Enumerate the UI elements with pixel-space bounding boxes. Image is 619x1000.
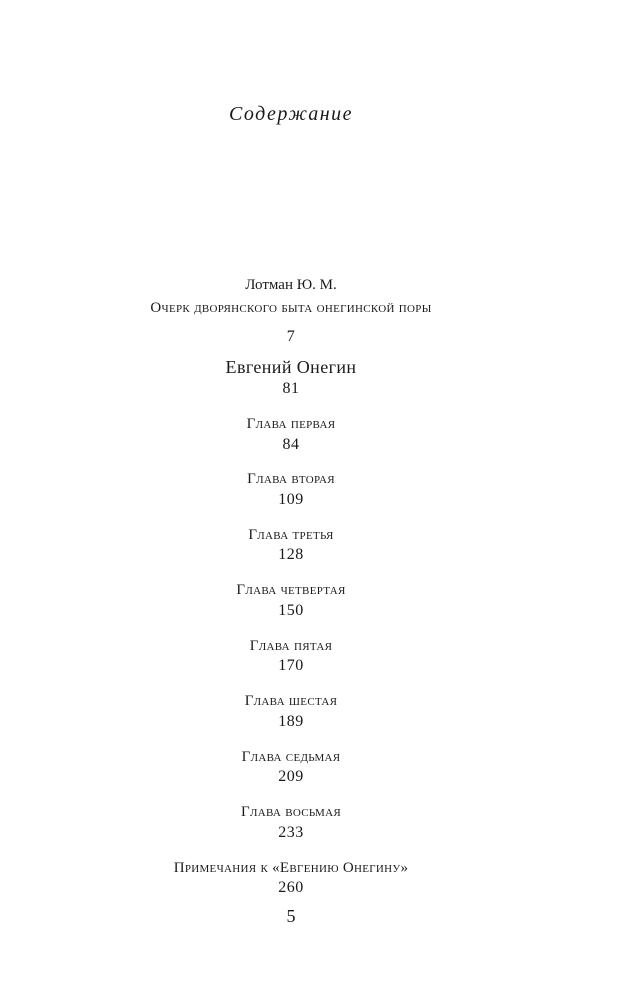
chapter-2-title: Глава вторая [247, 471, 335, 487]
page-number: 5 [286, 906, 296, 926]
chapter-6-title: Глава шестая [244, 693, 338, 709]
novel-title: Евгений Онегин [225, 357, 357, 377]
essay-page-number: 7 [286, 328, 296, 345]
contents-heading: Содержание [228, 103, 354, 125]
essay-title: Очерк дворянского быта онегинской поры [150, 300, 432, 316]
chapter-3-title: Глава третья [248, 527, 334, 543]
novel-page-number: 81 [282, 380, 300, 397]
chapter-7-page: 209 [278, 768, 304, 785]
chapter-3-page: 128 [278, 546, 304, 563]
notes-title: Примечания к «Евгению Онегину» [173, 860, 409, 876]
notes-page-number: 260 [278, 879, 304, 896]
chapter-5-page: 170 [278, 657, 304, 674]
chapter-8-title: Глава восьмая [240, 804, 341, 820]
chapter-1-page: 84 [282, 436, 300, 453]
chapter-8-page: 233 [278, 824, 304, 841]
chapter-4-page: 150 [278, 602, 304, 619]
chapter-2-page: 109 [278, 491, 304, 508]
chapter-5-title: Глава пятая [249, 638, 333, 654]
chapter-1-title: Глава первая [246, 416, 336, 432]
chapter-4-title: Глава четвертая [236, 582, 346, 598]
essay-author: Лотман Ю. М. [245, 277, 337, 293]
chapter-7-title: Глава седьмая [241, 749, 341, 765]
chapter-6-page: 189 [278, 713, 304, 730]
